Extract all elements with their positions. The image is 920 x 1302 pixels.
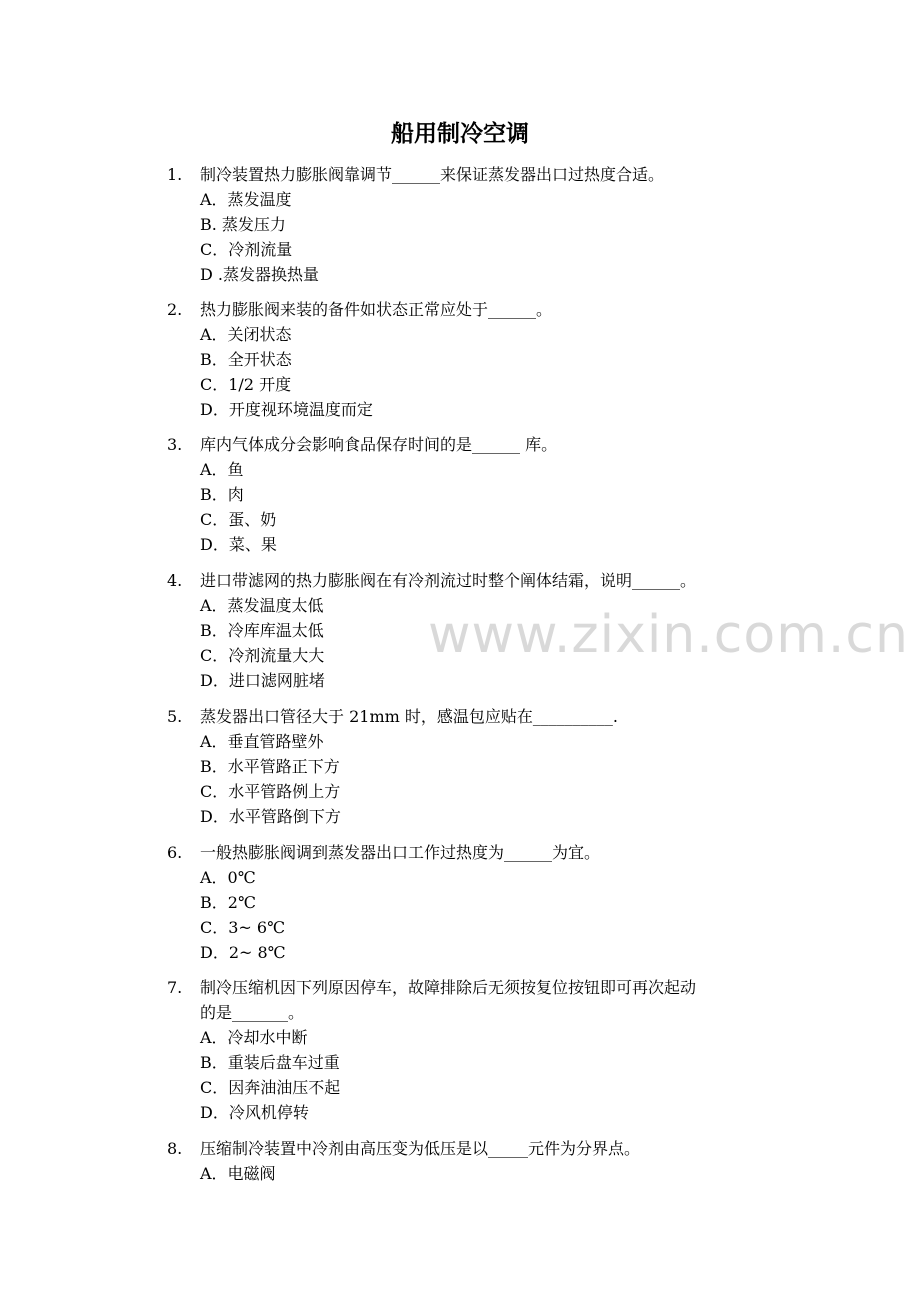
option-d: D．开度视环境温度而定 xyxy=(200,400,373,419)
option-a: A．冷却水中断 xyxy=(200,1028,308,1047)
option-c: C．冷剂流量 xyxy=(200,240,293,259)
option-c: C．冷剂流量大大 xyxy=(200,646,325,665)
option-b: B．2℃ xyxy=(200,893,256,912)
option-d: D．菜、果 xyxy=(200,535,277,554)
option-d: D．2~ 8℃ xyxy=(200,943,286,962)
question-6 xyxy=(0,840,920,965)
question-text: 热力膨胀阀来装的备件如状态正常应处于______。 xyxy=(200,300,553,319)
question-number: 1. xyxy=(167,165,183,184)
option-a: A．关闭状态 xyxy=(200,325,292,344)
question-number: 6. xyxy=(167,843,183,862)
option-c: C．水平管路例上方 xyxy=(200,782,341,801)
question-text: 库内气体成分会影响食品保存时间的是______ 库。 xyxy=(200,435,558,454)
question-text: 制冷装置热力膨胀阀靠调节______来保证蒸发器出口过热度合适。 xyxy=(200,165,665,184)
question-5 xyxy=(0,704,920,829)
question-text: 一般热膨胀阀调到蒸发器出口工作过热度为______为宜。 xyxy=(200,843,601,862)
question-number: 3. xyxy=(167,435,183,454)
question-number: 7. xyxy=(167,978,183,997)
question-2 xyxy=(0,297,920,422)
question-number: 5. xyxy=(167,707,183,726)
option-b: B．重装后盘车过重 xyxy=(200,1053,340,1072)
option-c: C．蛋、奶 xyxy=(200,510,277,529)
question-number: 8. xyxy=(167,1139,183,1158)
question-1 xyxy=(0,162,920,287)
option-d: D．进口滤网脏堵 xyxy=(200,671,325,690)
question-text: 压缩制冷装置中冷剂由高压变为低压是以_____元件为分界点。 xyxy=(200,1139,641,1158)
question-text: 进口带滤网的热力膨胀阀在有冷剂流过时整个阐体结霜，说明______。 xyxy=(200,571,697,590)
option-b: B. 蒸发压力 xyxy=(200,215,286,234)
question-text: 蒸发器出口管径大于 21mm 时，感温包应贴在__________. xyxy=(200,707,618,726)
question-number: 2. xyxy=(167,300,183,319)
question-number: 4. xyxy=(167,571,183,590)
option-b: B．肉 xyxy=(200,485,244,504)
question-text: 制冷压缩机因下列原因停车，故障排除后无须按复位按钮即可再次起动 xyxy=(200,978,697,997)
watermark: www.zixin.com.cn xyxy=(428,605,909,665)
option-a: A．蒸发温度太低 xyxy=(200,596,324,615)
option-b: B．全开状态 xyxy=(200,350,292,369)
option-d: D．冷风机停转 xyxy=(200,1103,309,1122)
option-d: D .蒸发器换热量 xyxy=(200,265,320,284)
option-c: C．3~ 6℃ xyxy=(200,918,285,937)
question-4 xyxy=(0,568,920,693)
question-3 xyxy=(0,432,920,557)
option-c: C．因奔油油压不起 xyxy=(200,1078,341,1097)
option-a: A．0℃ xyxy=(200,868,256,887)
option-a: A．鱼 xyxy=(200,460,244,479)
document-title: 船用制冷空调 xyxy=(391,121,529,147)
option-b: B．水平管路正下方 xyxy=(200,757,340,776)
question-7 xyxy=(0,975,920,1125)
question-8 xyxy=(0,1136,920,1186)
option-a: A．垂直管路壁外 xyxy=(200,732,324,751)
option-a: A．电磁阀 xyxy=(200,1164,276,1183)
option-b: B．冷库库温太低 xyxy=(200,621,324,640)
option-d: D．水平管路倒下方 xyxy=(200,807,341,826)
option-a: A．蒸发温度 xyxy=(200,190,292,209)
option-c: C．1/2 开度 xyxy=(200,375,292,394)
question-text-continued: 的是_______。 xyxy=(200,1003,305,1022)
